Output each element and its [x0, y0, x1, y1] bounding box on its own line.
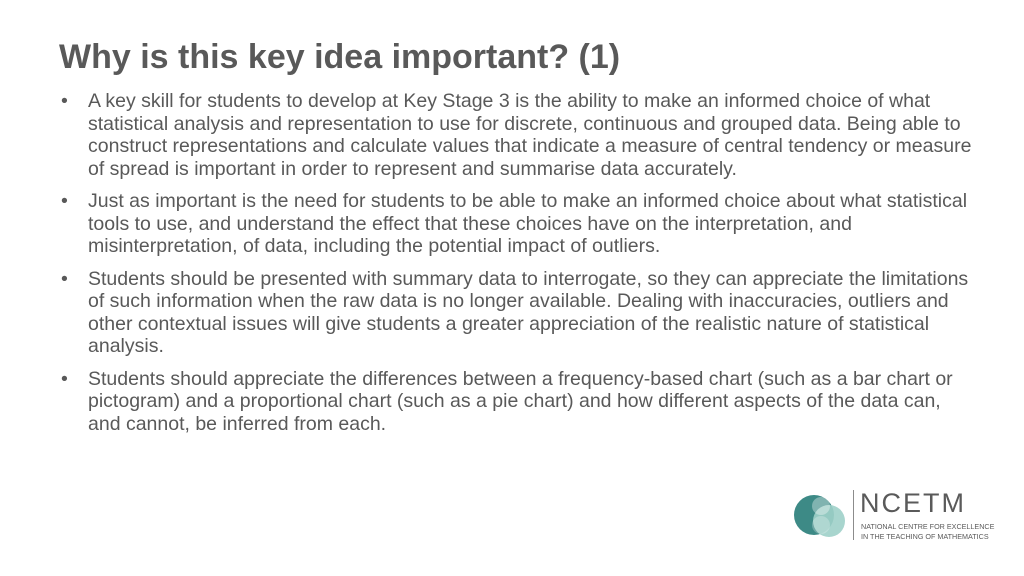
bullet-marker: • [61, 190, 68, 212]
bullet-text-2: Just as important is the need for students to be able to make an informed choice about what statistical tools to use, and understand the effect that these choices have on the interpretation, and misinterpretation, of data, including the potential impact of outliers. [88, 190, 968, 257]
bullet-text-3: Students should be presented with summary data to interrogate, so they can appreciate the limitations of such information when the raw data is no longer available. Dealing with inaccuracies, outliers and other contextual issues will give students a greater appreciation of the realistic nature of statistical analysis. [88, 267, 969, 357]
bullet-item-3 [59, 268, 974, 358]
bullet-item-1 [59, 90, 974, 180]
bullet-marker: • [61, 267, 68, 290]
bullet-text-4: Students should appreciate the differences between a frequency-based chart (such as a bar chart or pictogram) and a proportional chart (such as a pie chart) and how different aspects of the data can, and cannot, be inferred from each. [88, 367, 953, 435]
logo-divider [853, 490, 854, 540]
ncetm-logo-mark-icon [792, 488, 846, 542]
logo-tagline-line1: NATIONAL CENTRE FOR EXCELLENCE [861, 522, 995, 531]
bullet-item-2 [59, 190, 974, 258]
bullet-item-4 [59, 368, 974, 436]
logo-tagline-line2: IN THE TEACHING OF MATHEMATICS [861, 532, 989, 541]
bullet-text-1: A key skill for students to develop at Key Stage 3 is the ability to make an informed choice of what statistical analysis and representation to use for discrete, continuous and grouped data. Being able to construct representations and calculate values that indicate a measure of central tendency or measure of spread is important in order to represent and summarise data accurately. [88, 90, 972, 180]
bullet-marker: • [61, 90, 68, 112]
bullet-list [59, 90, 974, 445]
ncetm-logo [792, 488, 995, 544]
slide-title: Why is this key idea important? (1) [59, 38, 621, 76]
logo-wordmark: NCETM [860, 488, 966, 518]
bullet-marker: • [61, 367, 68, 390]
